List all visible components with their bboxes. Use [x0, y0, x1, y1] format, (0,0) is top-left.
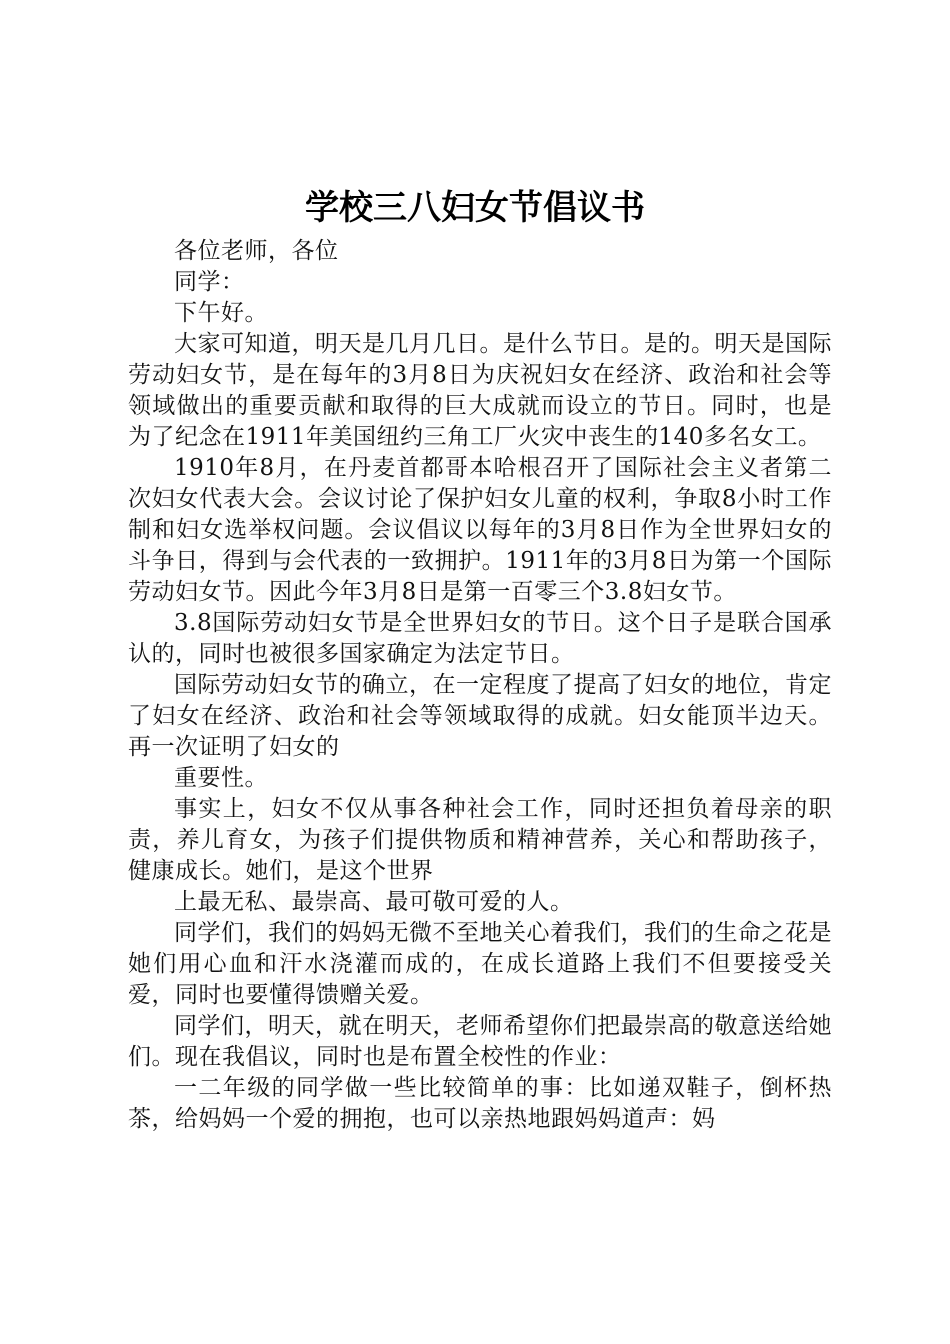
paragraph-grades-1-2: 一二年级的同学做一些比较简单的事：比如递双鞋子，倒杯热茶，给妈妈一个爱的拥抱，也可以亲热地跟妈妈道声：妈 [128, 1075, 832, 1132]
paragraph-mothers-cont: 上最无私、最崇高、最可敬可爱的人。 [174, 889, 574, 915]
paragraph-intro: 大家可知道，明天是几月几日。是什么节日。是的。明天是国际劳动妇女节，是在每年的3月8日为庆祝妇女在经济、政治和社会等领域做出的重要贡献和取得的巨大成就而设立的节日。同时，也是为了纪念在1911年美国纽约三角工厂火灾中丧生的140多名女工。 [128, 331, 832, 450]
paragraph-history: 1910年8月，在丹麦首都哥本哈根召开了国际社会主义者第二次妇女代表大会。会议讨论了保护妇女儿童的权利，争取8小时工作制和妇女选举权问题。会议倡议以每年的3月8日作为全世界妇女的斗争日，得到与会代表的一致拥护。1911年的3月8日为第一个国际劳动妇女节。因此今年3月8日是第一百零三个3.8妇女节。 [128, 455, 832, 605]
document-title: 学校三八妇女节倡议书 [305, 188, 645, 228]
paragraph-mothers: 事实上，妇女不仅从事各种社会工作，同时还担负着母亲的职责，养儿育女，为孩子们提供物质和精神营养，关心和帮助孩子，健康成长。她们，是这个世界 [128, 796, 832, 884]
paragraph-greeting-1: 各位老师，各位 [174, 238, 339, 264]
paragraph-importance: 重要性。 [174, 765, 268, 791]
paragraph-students: 同学们，我们的妈妈无微不至地关心着我们，我们的生命之花是她们用心血和汗水浇灌而成的，在成长道路上我们不但要接受关爱，同时也要懂得馈赠关爱。 [128, 920, 832, 1008]
document-body [128, 236, 832, 1135]
paragraph-greeting-3: 下午好。 [174, 300, 268, 326]
paragraph-greeting-2: 同学： [174, 269, 245, 295]
paragraph-proposal: 同学们，明天，就在明天，老师希望你们把最崇高的敬意送给她们。现在我倡议，同时也是布置全校性的作业： [128, 1013, 832, 1070]
paragraph-holiday: 3.8国际劳动妇女节是全世界妇女的节日。这个日子是联合国承认的，同时也被很多国家确定为法定节日。 [128, 610, 832, 667]
paragraph-significance: 国际劳动妇女节的确立，在一定程度了提高了妇女的地位，肯定了妇女在经济、政治和社会等领域取得的成就。妇女能顶半边天。再一次证明了妇女的 [128, 672, 832, 760]
